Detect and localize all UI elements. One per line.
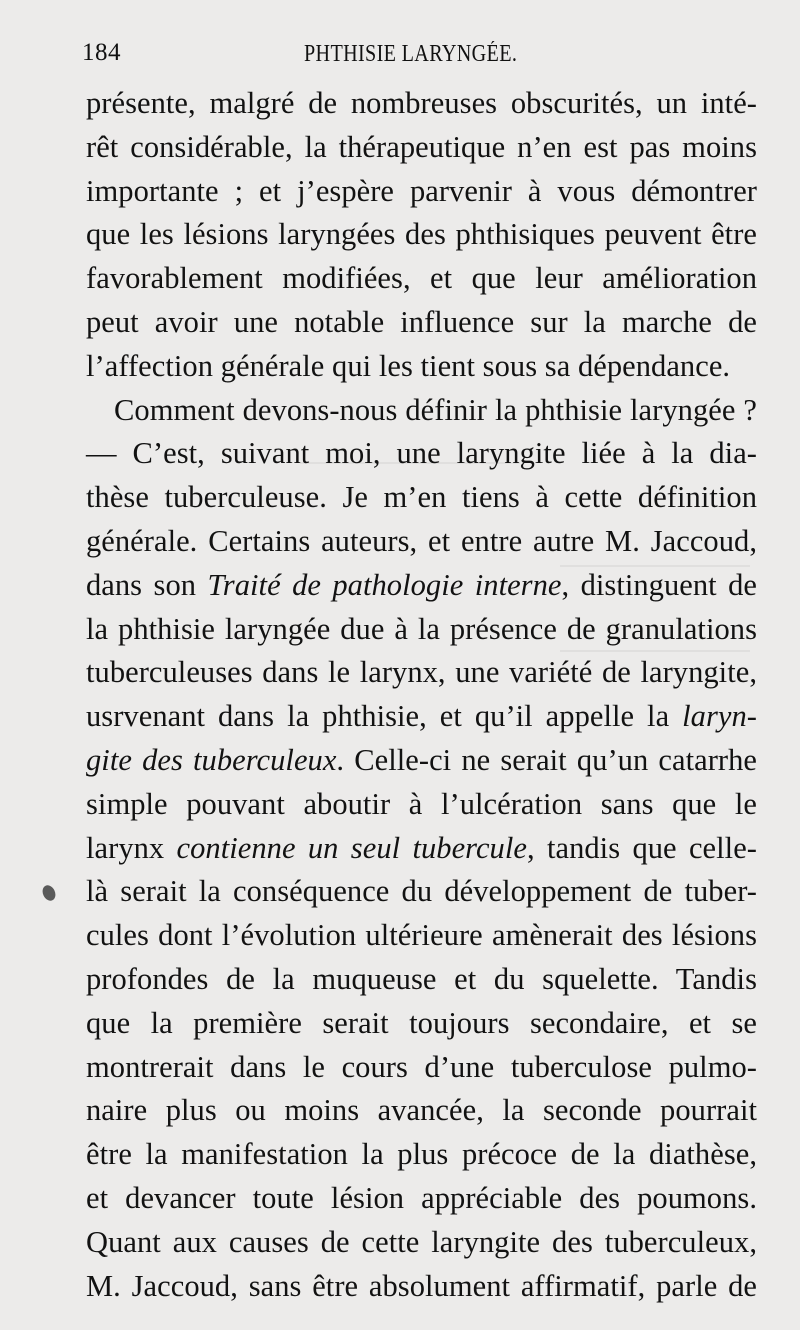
- ink-spot: [40, 883, 58, 903]
- text-line: favorablement modifiées, et que leur amélioration: [86, 261, 757, 296]
- text-line: là serait la conséquence du développement de tuber-: [86, 874, 757, 909]
- text-line: et devancer toute lésion appréciable des poumons.: [86, 1180, 757, 1215]
- text-line: cules dont l’évolution ultérieure amènerait des lésions: [86, 918, 757, 953]
- text-line: présente, malgré de nombreuses obscurités, un inté-: [86, 86, 757, 120]
- italic-phrase: contienne un seul tubercule: [176, 830, 527, 865]
- text-line: naire plus ou moins avancée, la seconde pourrait: [86, 1093, 757, 1128]
- text-line: M. Jaccoud, sans être absolument affirmatif, parle de: [86, 1268, 757, 1303]
- text-line: Comment devons-nous définir la phthisie laryngée ?: [114, 392, 757, 427]
- text-line: importante ; et j’espère parvenir à vous démontrer: [86, 173, 757, 208]
- text-line: — C’est, suivant moi, une laryngite liée à la dia-: [86, 436, 757, 471]
- text-line: [86, 564, 757, 608]
- running-head: [82, 38, 754, 74]
- text-line: Quant aux causes de cette laryngite des tuberculeux,: [86, 1224, 757, 1259]
- text-line: simple pouvant aboutir à l’ulcération sans que le: [86, 786, 757, 821]
- text-line: peut avoir une notable influence sur la marche de: [86, 304, 757, 339]
- text-line: tuberculeuses dans le larynx, une variété de laryngite,: [86, 655, 757, 690]
- running-title: PHTHISIE LARYNGÉE.: [304, 41, 518, 67]
- text-line: que les lésions laryngées des phthisiques peuvent être: [86, 217, 757, 252]
- text-line: l’affection générale qui les tient sous sa dépendance.: [86, 348, 731, 383]
- body-text: [86, 82, 757, 1308]
- text-line: thèse tuberculeuse. Je m’en tiens à cette définition: [86, 480, 757, 515]
- text-segment: , distinguent de: [561, 567, 757, 602]
- italic-title: Traité de pathologie interne: [207, 567, 562, 602]
- text-line: la phthisie laryngée due à la présence de granulations: [86, 611, 757, 646]
- text-line: être la manifestation la plus précoce de la diathèse,: [86, 1137, 757, 1172]
- text-line: montrerait dans le cours d’une tuberculose pulmo-: [86, 1049, 757, 1084]
- text-line: [86, 827, 757, 871]
- italic-term: gite des tuberculeux: [86, 742, 337, 777]
- text-line: rêt considérable, la thérapeutique n’en est pas moins: [86, 129, 757, 164]
- text-segment: larynx: [86, 830, 177, 865]
- text-segment: usrvenant dans la phthisie, et qu’il appelle la: [86, 699, 683, 734]
- italic-term: laryn-: [682, 699, 757, 734]
- text-segment: dans son: [86, 567, 208, 602]
- text-line: profondes de la muqueuse et du squelette. Tandis: [86, 961, 757, 996]
- text-segment: , tandis que celle-: [526, 830, 757, 865]
- text-line: [86, 695, 757, 739]
- text-line: [86, 739, 757, 783]
- page-number: 184: [82, 39, 121, 66]
- text-line: que la première serait toujours secondaire, et se: [86, 1005, 757, 1040]
- text-line: générale. Certains auteurs, et entre autre M. Jaccoud,: [86, 523, 757, 558]
- text-segment: . Celle-ci ne serait qu’un catarrhe: [336, 742, 757, 777]
